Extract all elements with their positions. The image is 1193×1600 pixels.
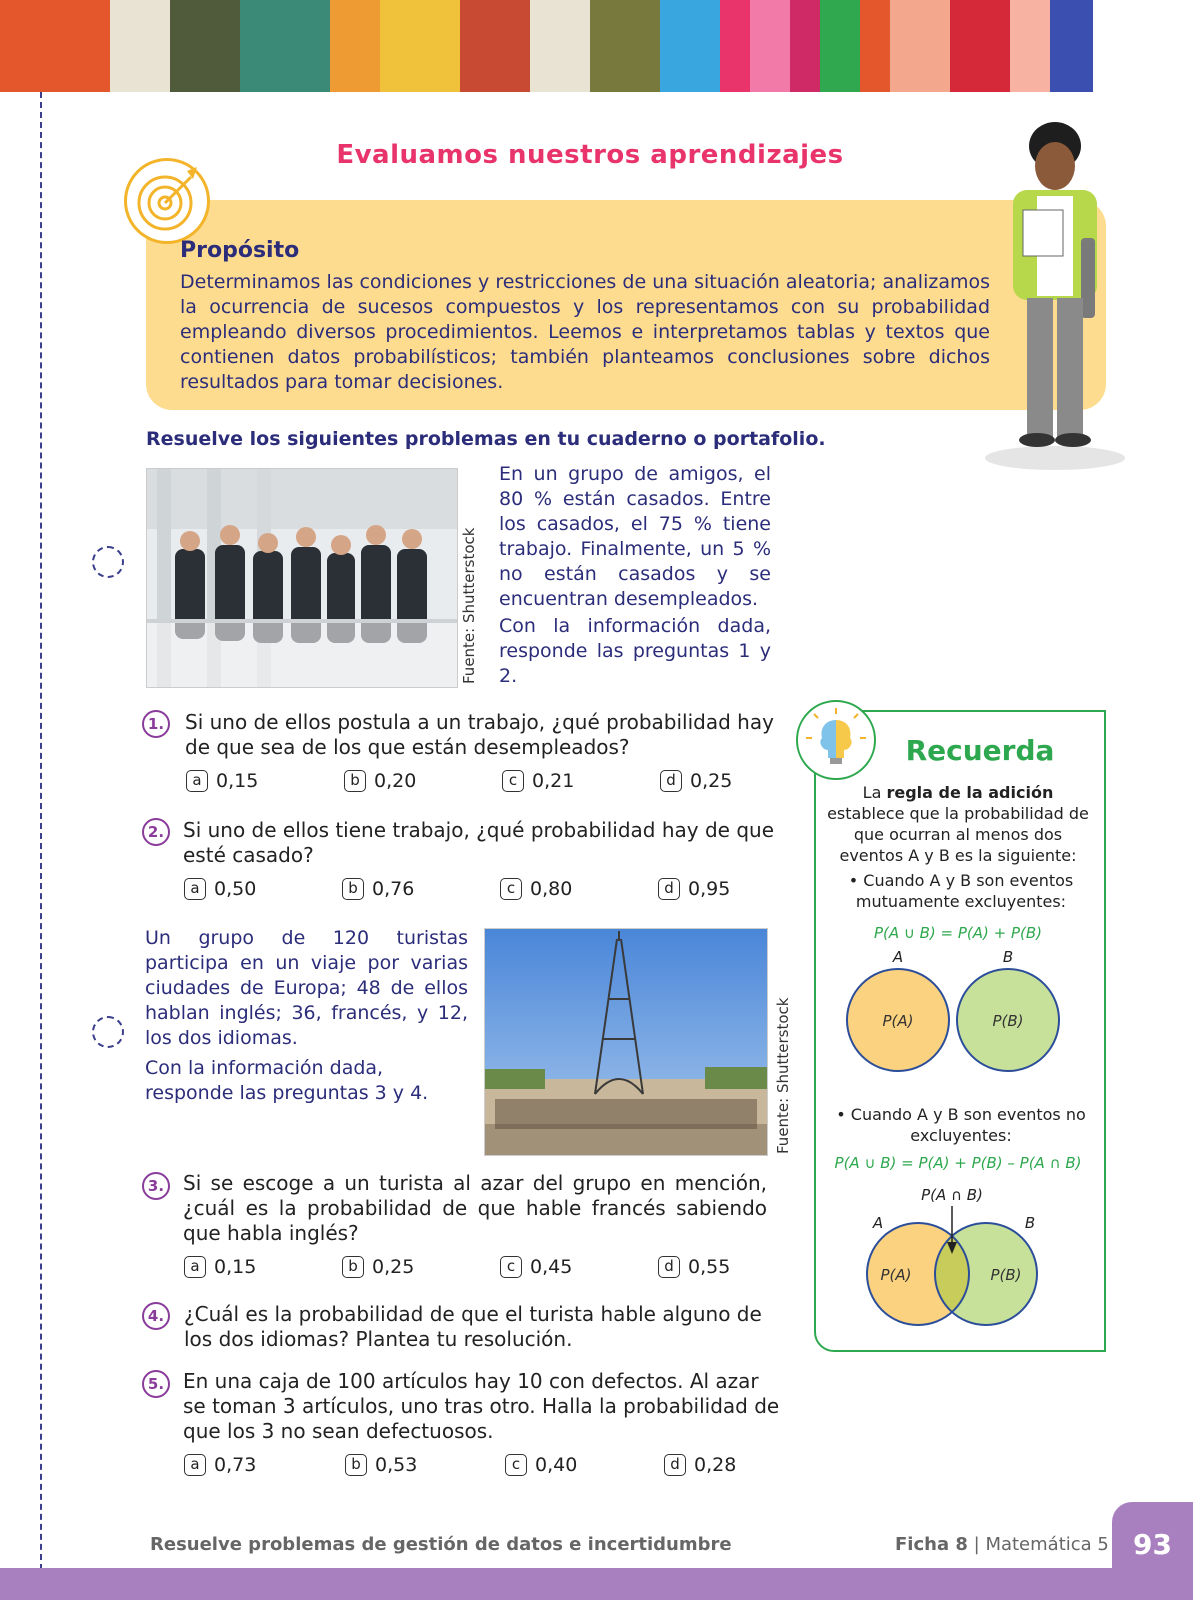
question-number: 1. [142, 710, 170, 738]
venn-label-a: A [892, 948, 904, 966]
option-c[interactable]: c 0,45 [500, 1256, 572, 1278]
question-number: 2. [142, 818, 170, 846]
option-d[interactable]: d 0,55 [658, 1256, 730, 1278]
photo-credit: Fuente: Shutterstock [460, 527, 478, 684]
question-5-text: En una caja de 100 artículos hay 10 con defectos. Al azar se toman 3 artículos, uno tras otro. Halla la probabilidad de que los 3 no sean defectuosos. [183, 1369, 780, 1443]
venn-label-a: A [872, 1214, 884, 1232]
venn-diagram-exclusive [836, 946, 1076, 1080]
option-b[interactable]: b 0,25 [342, 1256, 414, 1278]
formula-non-exclusive: P(A ∪ B) = P(A) + P(B) – P(A ∩ B) [834, 1154, 1082, 1172]
instruction-text: Resuelve los siguientes problemas en tu cuaderno o portafolio. [146, 428, 826, 450]
question-4-text: ¿Cuál es la probabilidad de que el turista hable alguno de los dos idiomas? Plantea tu resolución. [184, 1302, 762, 1351]
venn-diagram-non-exclusive [856, 1184, 1066, 1330]
situation1-text: En un grupo de amigos, el 80 % están casados. Entre los casados, el 75 % tiene trabajo. Finalmente, un 5 % no están casados y se encuentran desempleados. [499, 463, 771, 610]
option-d[interactable]: d 0,28 [664, 1454, 736, 1476]
photo-credit: Fuente: Shutterstock [774, 997, 792, 1154]
option-d[interactable]: d 0,95 [658, 878, 730, 900]
option-b[interactable]: b 0,53 [345, 1454, 417, 1476]
option-a[interactable]: a 0,15 [184, 1256, 256, 1278]
eiffel-tower-photo [484, 928, 768, 1156]
business-group-photo [146, 468, 458, 688]
addition-rule-text: La regla de la adición establece que la probabilidad de que ocurran al menos dos eventos A y B es la siguiente: [827, 783, 1089, 865]
bullet-exclusive: • Cuando A y B son eventos mutuamente excluyentes: [848, 871, 1074, 911]
venn-label-b: B [1024, 1214, 1036, 1232]
target-icon [124, 158, 210, 244]
footer-bar [0, 1568, 1193, 1600]
bullet-non-exclusive: • Cuando A y B son eventos no excluyentes: [836, 1105, 1086, 1145]
page-title: Evaluamos nuestros aprendizajes [336, 140, 844, 170]
question-number: 4. [142, 1302, 170, 1330]
purpose-text: Determinamos las condiciones y restricciones de una situación aleatoria; analizamos la ocurrencia de sucesos compuestos y los representamos con su probabilidad empleando diversos procedimientos. Leemos e interpretamos tablas y textos que contienen datos probabilísticos; también planteamos conclusiones sobre dichos resultados para tomar decisiones. [180, 271, 990, 393]
venn-label-b: B [1002, 948, 1014, 966]
page-number: 93 [1133, 1528, 1172, 1561]
option-b[interactable]: b 0,20 [344, 770, 416, 792]
option-a[interactable]: a 0,50 [184, 878, 256, 900]
footer-competency: Resuelve problemas de gestión de datos e incertidumbre [150, 1534, 732, 1555]
footer-ficha: Ficha 8 | Matemática 5 [895, 1534, 1109, 1555]
situation2-prompt: Con la información dada, responde las preguntas 3 y 4. [145, 1057, 429, 1104]
venn-circle-b-label: P(B) [992, 1012, 1024, 1030]
venn-circle-a-label: P(A) [882, 1012, 914, 1030]
question-3-text: Si se escoge a un turista al azar del grupo en mención, ¿cuál es la probabilidad de que hable francés sabiendo que habla inglés? [183, 1171, 767, 1245]
venn-intersection-label: P(A ∩ B) [921, 1186, 983, 1204]
binding-margin-line [40, 92, 42, 1600]
question-2-text: Si uno de ellos tiene trabajo, ¿qué probabilidad hay de que esté casado? [183, 818, 775, 867]
brain-lightbulb-icon [796, 700, 876, 780]
purpose-heading: Propósito [180, 238, 300, 263]
question-number: 5. [142, 1370, 170, 1398]
option-b[interactable]: b 0,76 [342, 878, 414, 900]
punch-hole-icon [92, 546, 124, 578]
question-number: 3. [142, 1172, 170, 1200]
question-1-text: Si uno de ellos postula a un trabajo, ¿qué probabilidad hay de que sea de los que están desempleados? [185, 710, 774, 759]
textile-banner [0, 0, 1193, 92]
student-illustration [975, 118, 1135, 478]
situation2-text: Un grupo de 120 turistas participa en un viaje por varias ciudades de Europa; 48 de ellos hablan inglés; 36, francés, y 12, los dos idiomas. [145, 927, 468, 1049]
option-a[interactable]: a 0,73 [184, 1454, 256, 1476]
formula-exclusive: P(A ∪ B) = P(A) + P(B) [873, 924, 1043, 942]
option-d[interactable]: d 0,25 [660, 770, 732, 792]
option-c[interactable]: c 0,21 [502, 770, 574, 792]
situation1-prompt: Con la información dada, responde las preguntas 1 y 2. [499, 615, 771, 687]
punch-hole-icon [92, 1016, 124, 1048]
venn-circle-a-label: P(A) [880, 1266, 912, 1284]
option-c[interactable]: c 0,40 [505, 1454, 577, 1476]
venn-circle-b-label: P(B) [990, 1266, 1022, 1284]
option-a[interactable]: a 0,15 [186, 770, 258, 792]
recuerda-title: Recuerda [905, 734, 1055, 767]
option-c[interactable]: c 0,80 [500, 878, 572, 900]
